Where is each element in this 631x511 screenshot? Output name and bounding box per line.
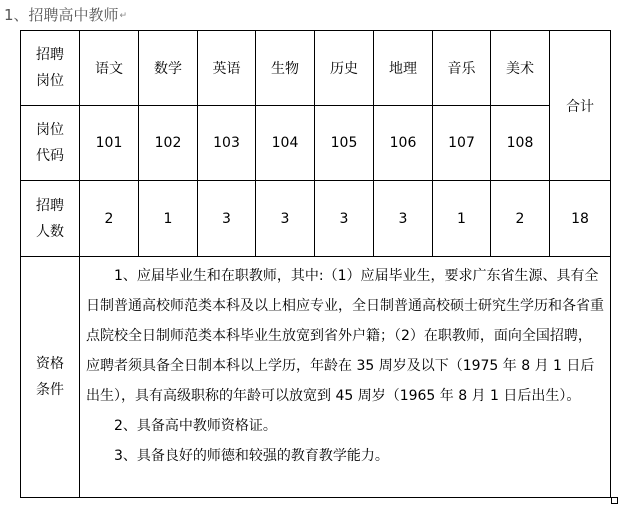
paragraph-mark-icon: ↵: [119, 10, 128, 21]
subject-cell: 英语: [198, 31, 256, 106]
subject-cell: 数学: [139, 31, 198, 106]
code-header-line1: 岗位: [36, 122, 64, 138]
code-cell: 103: [198, 106, 256, 181]
count-cell: 2: [80, 181, 139, 257]
code-header-cell: [21, 106, 80, 181]
total-value-cell: 18: [550, 181, 611, 257]
count-header-line1: 招聘: [36, 197, 64, 214]
count-cell: 3: [315, 181, 374, 257]
subject-cell: 地理: [374, 31, 433, 106]
conditions-header-line1: 资格: [36, 356, 64, 372]
condition-paragraph: 1、应届毕业生和在职教师，其中:（1）应届毕业生，要求广东省生源、具有全日制普通高校师范类本科及以上相应专业，全日制普通高校硕士研究生学历和各省重点院校全日制师范类本科毕业生放宽到省外户籍；（2）在职教师，面向全国招聘，应聘者须具备全日制本科以上学历，年龄在 35 周岁及以下（1975 年 8 月 1 日后出生），具有高级职称的年龄可以放宽到 45 周岁（1965 年 8 月 1 日后出生）。: [86, 268, 604, 404]
count-cell: 1: [433, 181, 491, 257]
count-cell: 2: [491, 181, 550, 257]
subject-cell: 历史: [315, 31, 374, 106]
conditions-cell: [80, 257, 611, 498]
count-cell: 1: [139, 181, 198, 257]
conditions-row: [21, 257, 611, 498]
table-end-marker: [611, 497, 618, 504]
count-header-line2: 人数: [36, 223, 64, 240]
code-cell: 104: [256, 106, 315, 181]
job-row: [21, 31, 611, 106]
code-cell: 107: [433, 106, 491, 181]
total-label-cell: 合计: [550, 31, 611, 181]
code-cell: 105: [315, 106, 374, 181]
section-heading: [4, 4, 127, 25]
code-cell: 108: [491, 106, 550, 181]
job-header-line2: 岗位: [36, 73, 64, 89]
section-heading-text: 1、招聘高中教师: [4, 6, 119, 24]
count-cell: 3: [198, 181, 256, 257]
count-header-cell: [21, 181, 80, 257]
conditions-header-line2: 条件: [36, 382, 64, 398]
subject-cell: 语文: [80, 31, 139, 106]
code-cell: 102: [139, 106, 198, 181]
condition-paragraph: 2、具备高中教师资格证。: [114, 418, 277, 434]
code-cell: 106: [374, 106, 433, 181]
count-cell: 3: [374, 181, 433, 257]
code-header-line2: 代码: [36, 148, 64, 164]
code-row: [21, 106, 611, 181]
subject-cell: 美术: [491, 31, 550, 106]
job-header-line1: 招聘: [36, 47, 64, 63]
condition-paragraph: 3、具备良好的师德和较强的教育教学能力。: [114, 448, 389, 464]
count-cell: 3: [256, 181, 315, 257]
count-row: [21, 181, 611, 257]
job-header-cell: [21, 31, 80, 106]
subject-cell: 生物: [256, 31, 315, 106]
subject-cell: 音乐: [433, 31, 491, 106]
conditions-header-cell: [21, 257, 80, 498]
recruitment-table: [20, 30, 611, 498]
code-cell: 101: [80, 106, 139, 181]
